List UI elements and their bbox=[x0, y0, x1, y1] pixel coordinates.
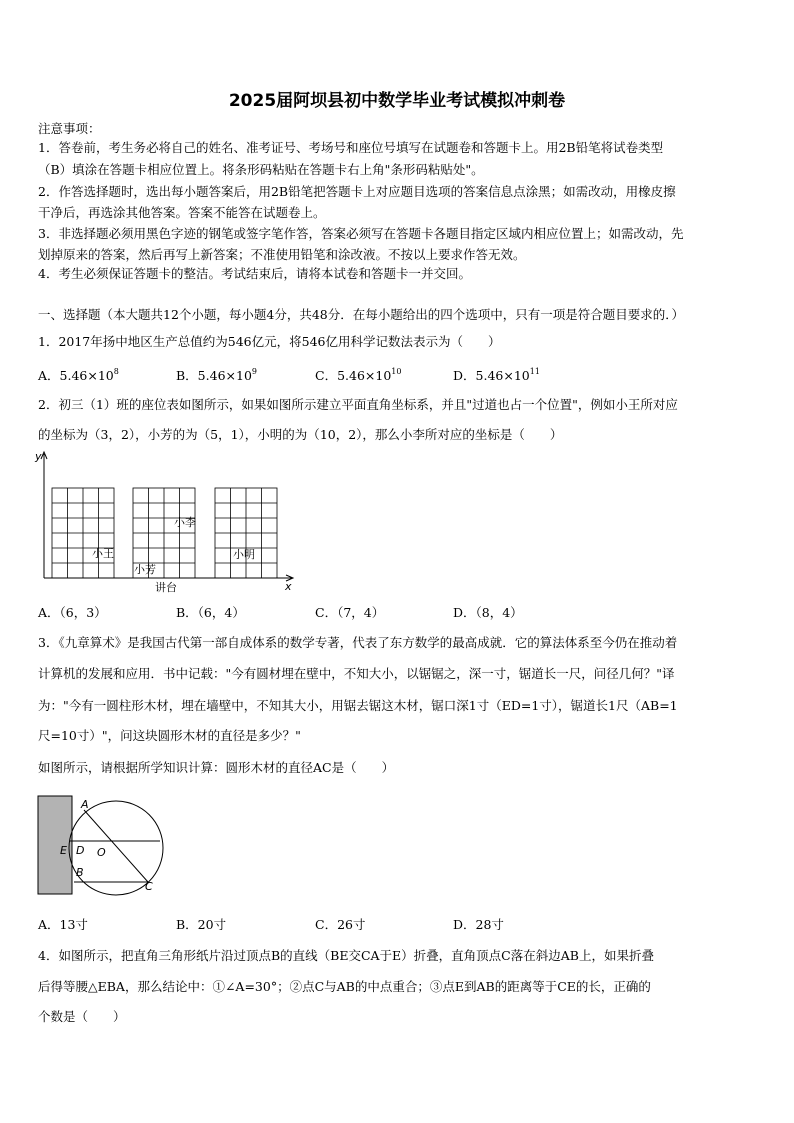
notice-heading: 注意事项： bbox=[38, 121, 101, 136]
podium-label: 讲台 bbox=[155, 581, 177, 594]
point-d-label: D bbox=[76, 844, 85, 857]
q2-option-a: A．（6，3） bbox=[38, 605, 107, 620]
seat-block-left bbox=[52, 488, 114, 578]
q4-stem: 个数是（ ） bbox=[38, 1009, 126, 1024]
q2-stem: 的坐标为（3，2），小芳的为（5，1），小明的为（10，2），那么小李所对应的坐标是（ ） bbox=[38, 427, 563, 442]
notice-line: （B）填涂在答题卡相应位置上。将条形码粘贴在答题卡右上角"条形码粘贴处"。 bbox=[38, 162, 484, 177]
seat-label-xiaoming: 小明 bbox=[233, 548, 255, 561]
x-axis-label: x bbox=[285, 580, 292, 593]
seat-label-xiaofang: 小芳 bbox=[134, 563, 156, 576]
circle-wood-figure bbox=[34, 790, 174, 898]
y-axis-label: y bbox=[35, 450, 42, 463]
q2-option-c: C．（7，4） bbox=[315, 605, 385, 620]
q2-stem: 2．初三（1）班的座位表如图所示，如果如图所示建立平面直角坐标系，并且"过道也占一个位置"，例如小王所对应 bbox=[38, 397, 678, 412]
q4-stem: 4．如图所示，把直角三角形纸片沿过顶点B的直线（BE交CA于E）折叠，直角顶点C落在斜边AB上，如果折叠 bbox=[38, 948, 654, 963]
q1-option-d: D．$5.46\times 10^{11}$ bbox=[453, 367, 540, 383]
q3-option-a: A．13寸 bbox=[38, 917, 88, 932]
q1-options bbox=[38, 366, 758, 382]
q3-options bbox=[38, 915, 758, 931]
seating-chart-figure bbox=[34, 448, 304, 596]
q2-option-d: D．（8，4） bbox=[453, 605, 523, 620]
notice-line: 2．作答选择题时，选出每小题答案后，用2B铅笔把答题卡上对应题目选项的答案信息点涂黑；如需改动，用橡皮擦 bbox=[38, 184, 676, 199]
q1-option-c: C．$5.46\times 10^{10}$ bbox=[315, 367, 402, 383]
exam-title: 2025届阿坝县初中数学毕业考试模拟冲刺卷 bbox=[228, 91, 566, 111]
point-c-label: C bbox=[145, 880, 153, 893]
notice-line: 4．考生必须保证答题卡的整洁。考试结束后，请将本试卷和答题卡一并交回。 bbox=[38, 266, 471, 281]
point-e-label: E bbox=[60, 844, 67, 857]
q4-stem: 后得等腰△EBA，那么结论中：①∠A=30°；②点C与AB的中点重合；③点E到AB的距离等于CE的长，正确的 bbox=[38, 979, 651, 994]
q1-option-b: B．$5.46\times 10^9$ bbox=[176, 367, 257, 383]
notice-line: 干净后，再选涂其他答案。答案不能答在试题卷上。 bbox=[38, 205, 326, 220]
q3-stem: 计算机的发展和应用．书中记载："今有圆材埋在壁中，不知大小，以锯锯之，深一寸，锯道长一尺，问径几何？"译 bbox=[38, 666, 675, 681]
q1-stem: 1．2017年扬中地区生产总值约为546亿元，将546亿用科学记数法表示为（ ） bbox=[38, 334, 501, 349]
point-a-label: A bbox=[81, 798, 89, 811]
q2-options bbox=[38, 603, 758, 619]
notice-line: 3．非选择题必须用黑色字迹的钢笔或签字笔作答，答案必须写在答题卡各题目指定区域内相应位置上；如需改动，先 bbox=[38, 226, 684, 241]
point-b-label: B bbox=[76, 866, 84, 879]
notice-line: 划掉原来的答案，然后再写上新答案；不准使用铅笔和涂改液。不按以上要求作答无效。 bbox=[38, 247, 526, 262]
point-o-label: O bbox=[97, 846, 106, 859]
seat-label-xiaowang: 小王 bbox=[92, 547, 114, 560]
seat-label-xiaoli: 小李 bbox=[174, 516, 196, 529]
notice-line: 1．答卷前，考生务必将自己的姓名、准考证号、考场号和座位号填写在试题卷和答题卡上。用2B铅笔将试卷类型 bbox=[38, 140, 664, 155]
q3-option-c: C．26寸 bbox=[315, 917, 366, 932]
q3-stem: 如图所示，请根据所学知识计算：圆形木材的直径AC是（ ） bbox=[38, 760, 395, 775]
q1-option-a: A．$5.46\times 10^8$ bbox=[38, 367, 119, 383]
q2-option-b: B．（6，4） bbox=[176, 605, 245, 620]
q3-option-d: D．28寸 bbox=[453, 917, 504, 932]
seat-block-right bbox=[215, 488, 277, 578]
q3-stem: 3．《九章算术》是我国古代第一部自成体系的数学专著，代表了东方数学的最高成就．它的算法体系至今仍在推动着 bbox=[38, 635, 678, 650]
q3-option-b: B．20寸 bbox=[176, 917, 227, 932]
q3-stem: 为："今有一圆柱形木材，埋在墙壁中，不知其大小，用锯去锯这木材，锯口深1寸（ED=1寸），锯道长1尺（AB=1 bbox=[38, 698, 678, 713]
q3-stem: 尺=10寸）"，问这块圆形木材的直径是多少？" bbox=[38, 728, 301, 743]
section-heading: 一、选择题（本大题共12个小题，每小题4分，共48分．在每小题给出的四个选项中，只有一项是符合题目要求的．） bbox=[38, 307, 685, 322]
